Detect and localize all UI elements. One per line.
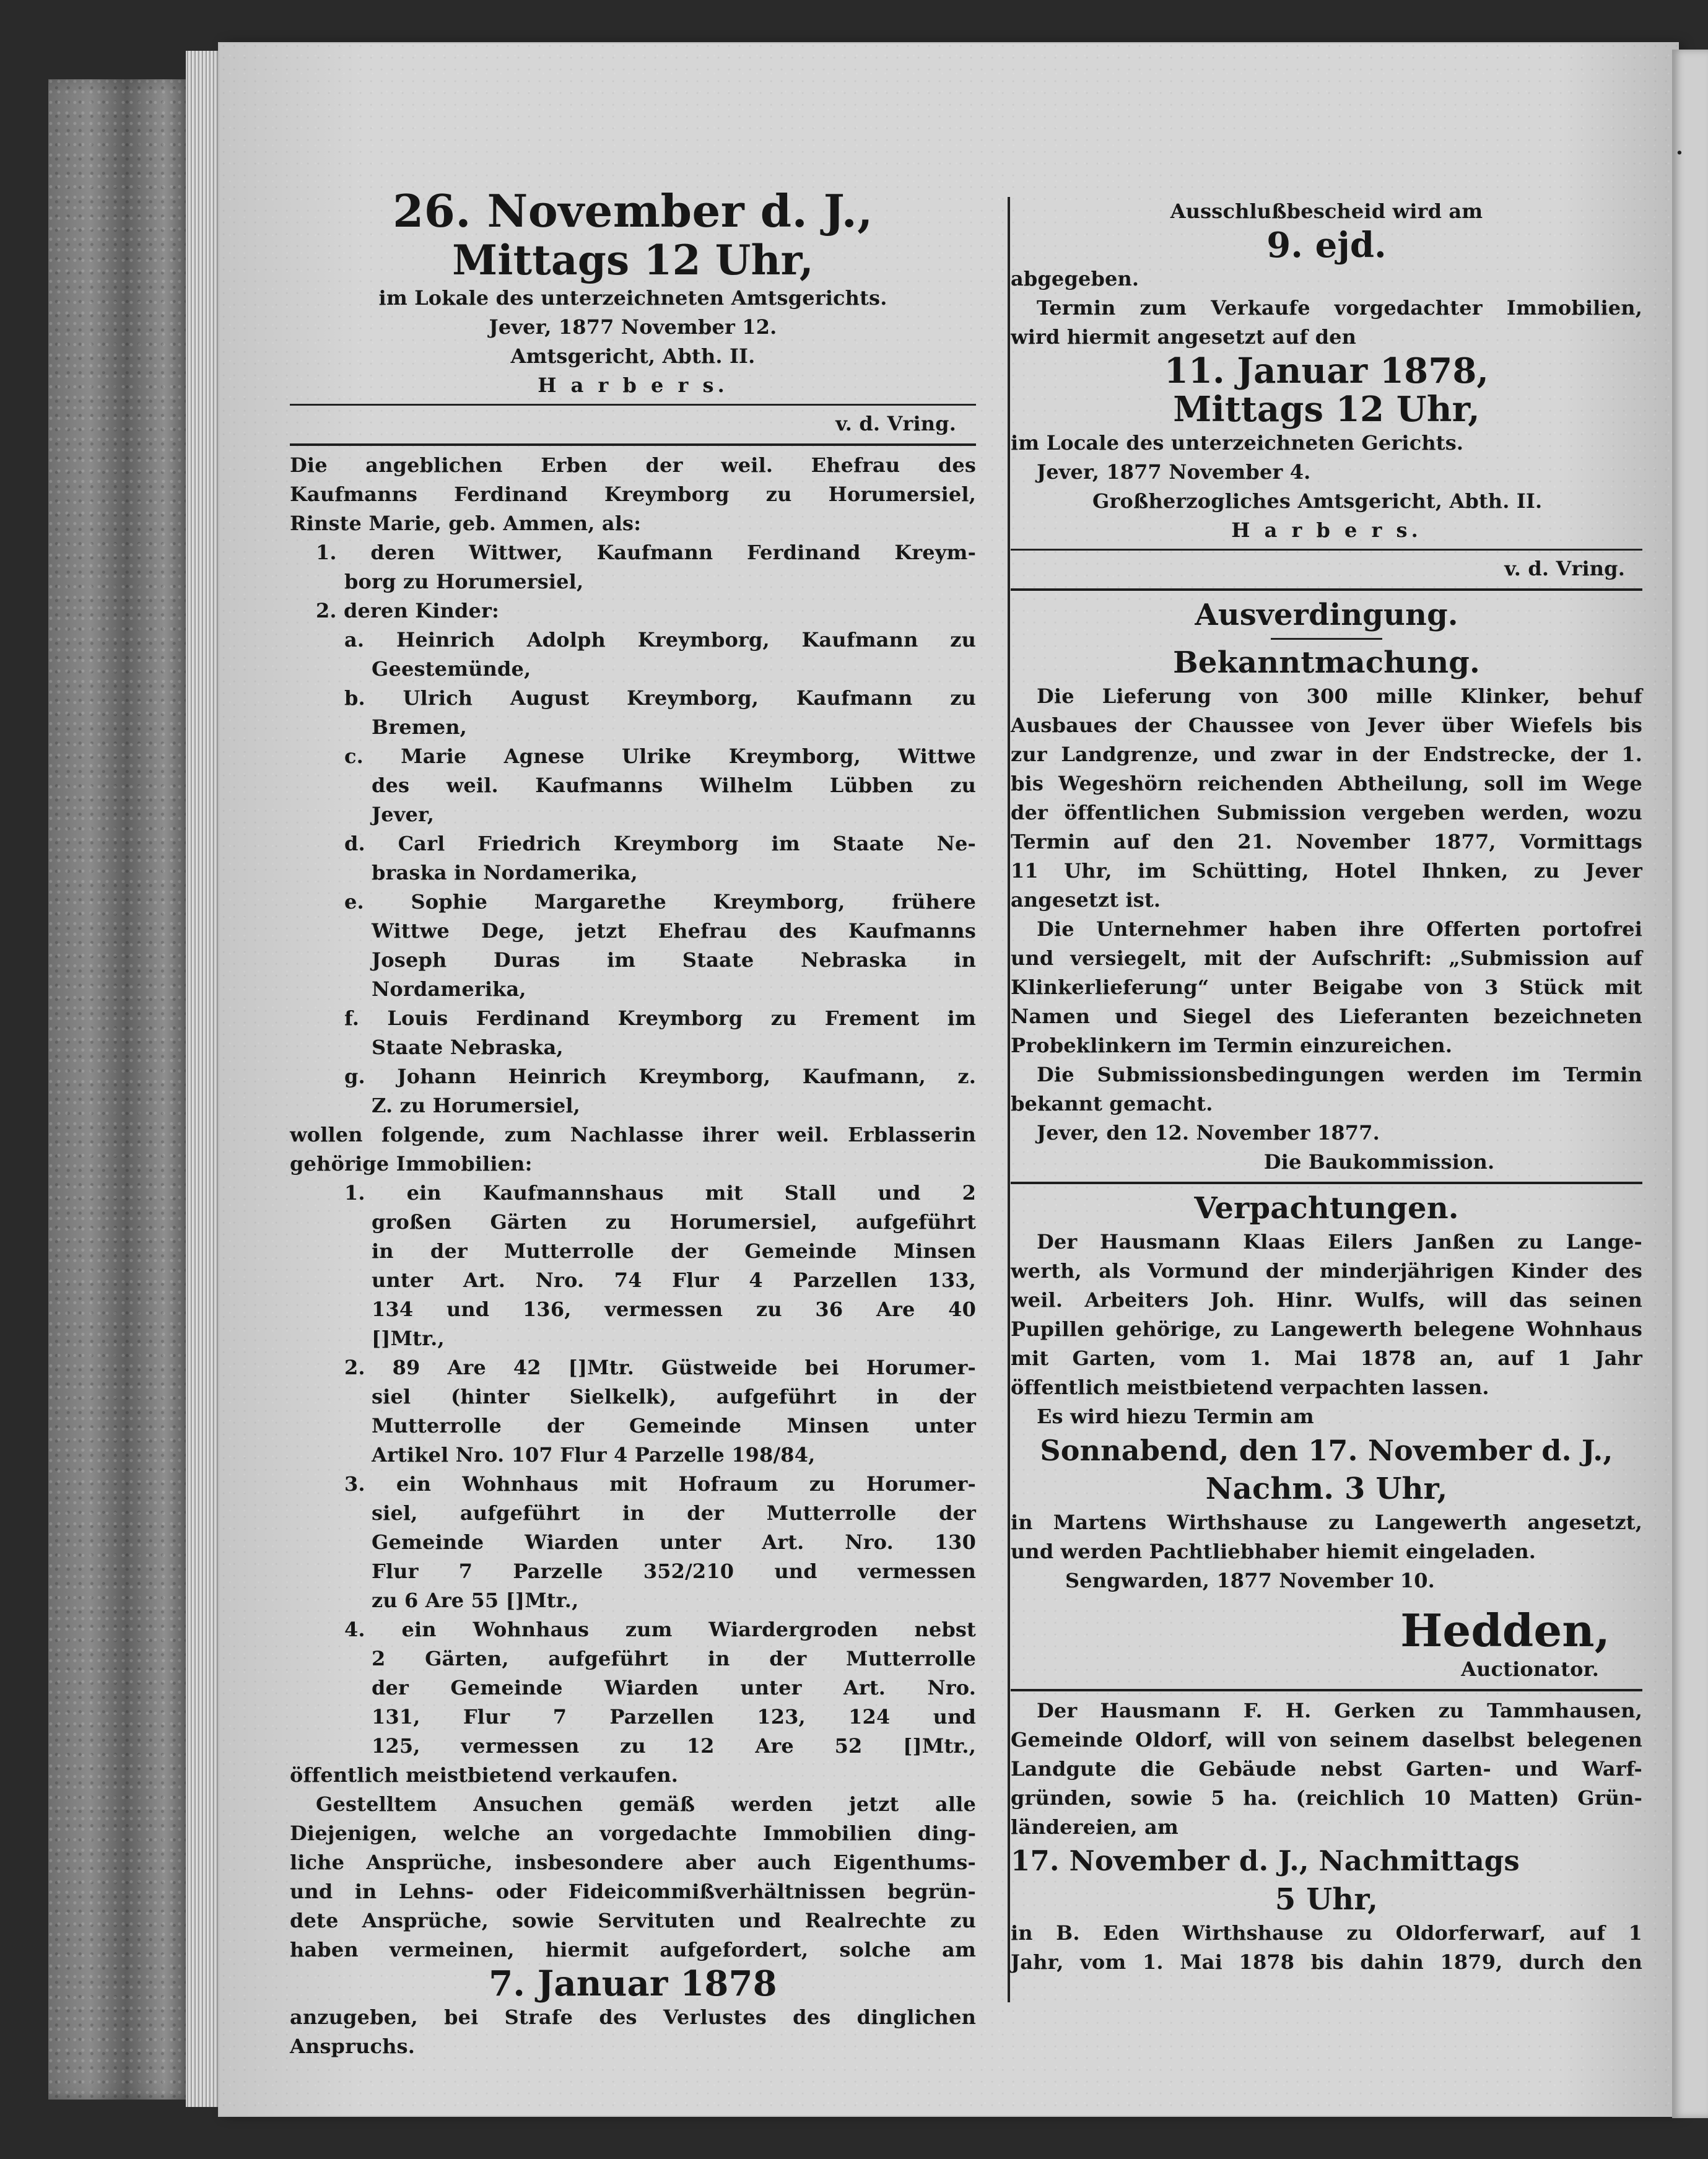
right-notice-line: Pupillen gehörige, zu Langewerth belegene Wohnhaus (1011, 1317, 1642, 1341)
property-line: []Mtr., (372, 1327, 445, 1350)
column-divider (1008, 197, 1010, 2002)
right-notice-line: werth, als Vormund der minderjährigen Kinder des (1011, 1259, 1642, 1283)
property-line: zu 6 Are 55 []Mtr., (372, 1589, 579, 1612)
notice-line: haben vermeinen, hiermit aufgefordert, solche am (290, 1938, 976, 1961)
right-signatory: H a r b e r s. (1231, 518, 1422, 542)
notice-line: d. Carl Friedrich Kreymborg im Staate Ne- (344, 832, 976, 855)
notice-line: und in Lehns- oder Fideicommißverhältnissen begrün- (290, 1880, 976, 1903)
property-line: großen Gärten zu Horumersiel, aufgeführt (372, 1210, 976, 1234)
right-notice-line: weil. Arbeiters Joh. Hinr. Wulfs, will das seinen (1011, 1288, 1642, 1312)
notice-line: Wittwe Dege, jetzt Ehefrau des Kaufmanns (372, 919, 976, 943)
property-line: Flur 7 Parzelle 352/210 und vermessen (372, 1559, 976, 1583)
right-notice-line: Der Hausmann F. H. Gerken zu Tammhausen, (1037, 1699, 1642, 1722)
property-line: siel, aufgeführt in der Mutterrolle der (372, 1501, 976, 1525)
property-line: 131, Flur 7 Parzellen 123, 124 und (372, 1705, 976, 1729)
notice-line: gehörige Immobilien: (290, 1152, 533, 1175)
right-notice-line: Termin auf den 21. November 1877, Vormittags (1011, 830, 1642, 853)
property-line: Gemeinde Wiarden unter Art. Nro. 130 (372, 1530, 976, 1554)
right-notice-line: Probeklinkern im Termin einzureichen. (1011, 1034, 1453, 1057)
notice-line: e. Sophie Margarethe Kreymborg, frühere (344, 890, 976, 914)
left-place: im Lokale des unterzeichneten Amtsgerichts. (378, 286, 887, 310)
right-notice-line: Die Unternehmer haben ihre Offerten portofrei (1037, 917, 1642, 941)
right-notice-line: in Martens Wirthshause zu Langewerth angesetzt, (1011, 1511, 1642, 1534)
left-signatory: H a r b e r s. (538, 373, 728, 397)
notice-line: f. Louis Ferdinand Kreymborg zu Frement im (344, 1006, 976, 1030)
notice-line: Bremen, (372, 715, 467, 739)
notice-line: Anspruchs. (290, 2035, 416, 2058)
short-date: 9. ejd. (1266, 225, 1387, 266)
right-notice-line: Klinkerlieferung“ unter Beigabe von 3 Stück mit (1011, 975, 1642, 999)
right-notice-line: ländereien, am (1011, 1815, 1179, 1839)
notice-line: Rinste Marie, geb. Ammen, als: (290, 512, 642, 535)
left-court: Amtsgericht, Abth. II. (510, 344, 756, 368)
property-line: Artikel Nro. 107 Flur 4 Parzelle 198/84, (372, 1443, 816, 1467)
sale-date: 11. Januar 1878, (1164, 351, 1489, 391)
property-line: Mutterrolle der Gemeinde Minsen unter (372, 1414, 976, 1437)
notice-line: Diejenigen, welche an vorgedachte Immobilien ding- (290, 1821, 976, 1845)
right-notice-line: Ausbaues der Chaussee von Jever über Wiefels bis (1011, 713, 1642, 737)
hedden-signature: Hedden, (1400, 1604, 1610, 1657)
right-notice-line: Sengwarden, 1877 November 10. (1065, 1569, 1435, 1592)
right-notice-line: 11 Uhr, im Schütting, Hotel Ihnken, zu Jever (1011, 859, 1642, 883)
book-binding (48, 79, 197, 2100)
right-notice-line: Der Hausmann Klaas Eilers Janßen zu Lange- (1037, 1230, 1642, 1254)
right-notice-line: zur Landgrenze, und zwar in der Endstrecke, der 1. (1011, 743, 1642, 766)
property-line: 134 und 136, vermessen zu 36 Are 40 (372, 1298, 976, 1321)
right-notice-line: Namen und Siegel des Lieferanten bezeichneten (1011, 1005, 1642, 1028)
right-notice-line: Jahr, vom 1. Mai 1878 bis dahin 1879, durch den (1011, 1950, 1642, 1974)
right-notice-line: bekannt gemacht. (1011, 1092, 1213, 1115)
left-column (290, 186, 976, 2061)
property-line: 1. ein Kaufmannshaus mit Stall und 2 (344, 1181, 976, 1205)
right-notice-line: Gemeinde Oldorf, will von seinem daselbst belegenen (1011, 1728, 1642, 1751)
notice-line: a. Heinrich Adolph Kreymborg, Kaufmann zu (344, 628, 976, 652)
right-notice-line: Landgute die Gebäude nebst Garten- und Warf- (1011, 1757, 1642, 1781)
right-notice-line: und versiegelt, mit der Aufschrift: „Submission auf (1011, 946, 1642, 970)
property-line: der Gemeinde Wiarden unter Art. Nro. (372, 1676, 976, 1699)
notice-line: des weil. Kaufmanns Wilhelm Lübben zu (372, 774, 976, 797)
sonnabend-heading: Sonnabend, den 17. November d. J., (1040, 1434, 1613, 1467)
notice-line: g. Johann Heinrich Kreymborg, Kaufmann, z. (344, 1065, 976, 1088)
left-initials: v. d. Vring. (835, 412, 956, 435)
right-notice-line: Termin zum Verkaufe vorgedachter Immobilien, (1037, 296, 1642, 320)
notice-line: 2. deren Kinder: (316, 599, 499, 622)
right-notice-line: Jever, 1877 November 4. (1037, 460, 1311, 484)
notice-line: öffentlich meistbietend verkaufen. (290, 1763, 679, 1787)
final-date: 7. Januar 1878 (489, 1963, 777, 2004)
property-line: 2 Gärten, aufgeführt in der Mutterrolle (372, 1647, 976, 1670)
right-notice-line: Großherzogliches Amtsgericht, Abth. II. (1092, 489, 1543, 513)
notice-line: liche Ansprüche, insbesondere aber auch Eigenthums- (290, 1851, 976, 1874)
right-notice-line: gründen, sowie 5 ha. (reichlich 10 Matten) Grün- (1011, 1786, 1642, 1810)
notice-line: Kaufmanns Ferdinand Kreymborg zu Horumersiel, (290, 482, 976, 506)
right-notice-line: Ausschlußbescheid wird am (1170, 199, 1483, 223)
property-line: 2. 89 Are 42 []Mtr. Güstweide bei Horumer- (344, 1356, 976, 1379)
notice-line: wollen folgende, zum Nachlasse ihrer weil. Erblasserin (290, 1123, 976, 1146)
right-notice-line: in B. Eden Wirthshause zu Oldorferwarf, auf 1 (1011, 1921, 1642, 1945)
right-notice-line: wird hiermit angesetzt auf den (1011, 325, 1357, 349)
right-notice-line: Die Lieferung von 300 mille Klinker, behuf (1037, 684, 1642, 708)
notice-line: Geestemünde, (372, 657, 531, 681)
right-notice-line: abgegeben. (1011, 267, 1139, 290)
notice-line: braska in Nordamerika, (372, 861, 638, 884)
notice-line: Gestelltem Ansuchen gemäß werden jetzt alle (316, 1792, 976, 1816)
property-line: siel (hinter Sielkelk), aufgeführt in der (372, 1385, 976, 1408)
property-line: unter Art. Nro. 74 Flur 4 Parzellen 133, (372, 1268, 976, 1292)
gerken-date: 17. November d. J., Nachmittags (1011, 1844, 1520, 1877)
notice-line: 1. deren Wittwer, Kaufmann Ferdinand Kreym- (316, 541, 976, 564)
notice-line: c. Marie Agnese Ulrike Kreymborg, Wittwe (344, 744, 976, 768)
property-line: 4. ein Wohnhaus zum Wiardergroden nebst (344, 1618, 976, 1641)
notice-line: dete Ansprüche, sowie Servituten und Realrechte zu (290, 1909, 976, 1932)
heirs-notice (290, 451, 976, 2061)
left-date-heading: 26. November d. J., (393, 185, 873, 237)
left-date-line: Jever, 1877 November 12. (489, 315, 777, 339)
right-initials: v. d. Vring. (1504, 557, 1625, 580)
bekanntmachung-heading: Bekanntmachung. (1173, 645, 1480, 680)
property-line: in der Mutterrolle der Gemeinde Minsen (372, 1239, 976, 1263)
right-notice-line: bis Wegeshörn reichenden Abtheilung, soll im Wege (1011, 772, 1642, 795)
right-notice-line: Jever, den 12. November 1877. (1037, 1121, 1380, 1145)
auctionator-title: Auctionator. (1461, 1657, 1599, 1681)
notice-line: anzugeben, bei Strafe des Verlustes des dinglichen (290, 2005, 976, 2029)
left-time-heading: Mittags 12 Uhr, (452, 236, 814, 284)
notice-line: Joseph Duras im Staate Nebraska in (372, 948, 976, 972)
nachm-heading: Nachm. 3 Uhr, (1205, 1472, 1448, 1506)
property-line: 125, vermessen zu 12 Are 52 []Mtr., (372, 1734, 976, 1758)
right-notice-line: mit Garten, vom 1. Mai 1878 an, auf 1 Jahr (1011, 1346, 1642, 1370)
notice-line: Jever, (372, 803, 435, 826)
notice-line: Z. zu Horumersiel, (372, 1094, 580, 1117)
right-notice-line: Es wird hiezu Termin am (1037, 1405, 1314, 1428)
right-notice-line: Die Submissionsbedingungen werden im Termin (1037, 1063, 1642, 1086)
right-notice-line: im Locale des unterzeichneten Gerichts. (1011, 431, 1464, 455)
property-line: 3. ein Wohnhaus mit Hofraum zu Horumer- (344, 1472, 976, 1496)
right-notice-line: öffentlich meistbietend verpachten lassen. (1011, 1376, 1489, 1399)
gerken-time: 5 Uhr, (1274, 1882, 1379, 1917)
right-column (1011, 197, 1642, 1977)
notice-line: Staate Nebraska, (372, 1036, 564, 1059)
notice-line: Nordamerika, (372, 977, 526, 1001)
notice-line: Die angeblichen Erben der weil. Ehefrau des (290, 453, 976, 477)
right-notice-line: der öffentlichen Submission vergeben werden, wozu (1011, 801, 1642, 824)
adjacent-page-edge: · (1672, 50, 1708, 2118)
notice-line: b. Ulrich August Kreymborg, Kaufmann zu (344, 686, 976, 710)
right-notice-line: und werden Pachtliebhaber hiemit eingeladen. (1011, 1540, 1536, 1563)
ausverdingung-heading: Ausverdingung. (1195, 598, 1458, 632)
verpachtungen-heading: Verpachtungen. (1194, 1191, 1459, 1226)
right-notice-line: Die Baukommission. (1263, 1150, 1495, 1174)
right-notice-line: angesetzt ist. (1011, 888, 1161, 912)
notice-line: borg zu Horumersiel, (344, 570, 584, 593)
sale-time: Mittags 12 Uhr, (1173, 389, 1480, 430)
